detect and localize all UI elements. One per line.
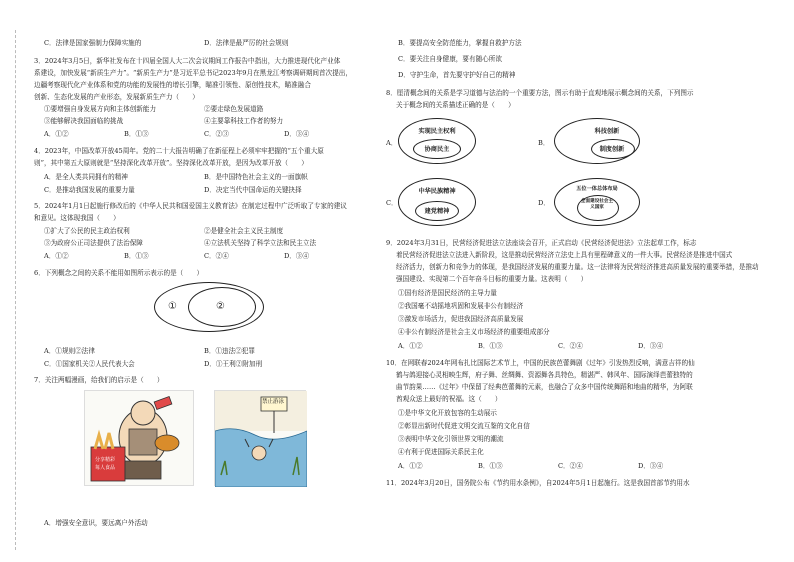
q9-line: 着民营经济促进法立法进入新阶段，这是推动民营经济立法史上具有里程碑意义的一件大事。民营经济是推进中国式 xyxy=(396,251,733,259)
q10-item: ④有利于促进国际关系民主化 xyxy=(398,448,484,456)
ellipse-label-1: ① xyxy=(168,301,177,312)
diagram-d-inner: 全面建设社会主义国家 xyxy=(580,199,614,210)
q5-item: ①扩大了公民的民主政治权利 xyxy=(44,227,130,235)
q5-item: ②是健全社会主义民主制度 xyxy=(204,227,284,235)
q4-option-b[interactable]: B．是中国特色社会主义的一面旗帜 xyxy=(204,173,308,181)
q9-item: ①国有经济是国民经济的主导力量 xyxy=(398,289,497,297)
q6-option-b[interactable]: B．①违法②犯罪 xyxy=(204,347,256,355)
q10-option-c[interactable]: C．②④ xyxy=(558,462,583,470)
cartoon-swimming-drawing xyxy=(215,391,307,487)
q9-option-d[interactable]: D．③④ xyxy=(638,342,664,350)
q9-line: 经济活力，创新力和竞争力的体现，是我国经济发展的重要力量。这一法律将为民营经济推进高质量发展的重要举措，是推动 xyxy=(396,263,759,271)
q3-line: 3．2024年3月5日，新华社发布在十四届全国人大二次会议期间工作报告中指出，大力推进现代化产业体 xyxy=(34,57,341,65)
q3-option-a[interactable]: A．①② xyxy=(44,130,69,138)
diagram-d-outer: 五位一体总体布局 xyxy=(576,186,618,192)
q7-option-a[interactable]: A．增强安全意识，要远离户外活动 xyxy=(44,519,148,527)
q8-option-c-label: C． xyxy=(386,199,398,207)
q5-item: ③为政府公正司法提供了法治保障 xyxy=(44,239,143,247)
cartoon-swimming xyxy=(214,390,306,486)
q5-item: ④立法机关坚持了科学立法和民主立法 xyxy=(204,239,317,247)
q4-option-d[interactable]: D．决定当代中国命运的关键抉择 xyxy=(204,186,302,194)
cartoon-overeating xyxy=(84,390,194,486)
diagram-c xyxy=(398,178,476,226)
q8-option-d-label: D． xyxy=(538,199,550,207)
q6-option-d[interactable]: D．①王利②附加刑 xyxy=(204,360,263,368)
diagram-b xyxy=(554,118,640,164)
q10-option-b[interactable]: B．①③ xyxy=(478,462,503,470)
q6-stem: 6．下列概念之间的关系不能用如图所示表示的是（ ） xyxy=(34,269,204,277)
binding-margin xyxy=(8,30,16,550)
q5-option-d[interactable]: D．③④ xyxy=(284,252,310,260)
q4-option-c[interactable]: C．是推动我国发展的重要力量 xyxy=(44,186,135,194)
q9-item: ④非公有制经济是社会主义市场经济的重要组成部分 xyxy=(398,328,550,336)
q8-option-b-label: B． xyxy=(538,139,550,147)
q10-option-a[interactable]: A．①② xyxy=(398,462,423,470)
q2-option-d: D．法律是最严厉的社会规则 xyxy=(204,39,289,47)
q10-line: 曲节韵果……《过年》中保留了经典芭蕾舞的元素，也融合了众多中国传统舞蹈和地曲的精华，为阿联 xyxy=(396,383,693,391)
q11-line: 11．2024年3月20日，国务院公布《节约用水条例》，自2024年5月1日起施行。这是我国首部节约用水 xyxy=(386,479,690,487)
q9-line: 强国建设、实现第二个百年奋斗目标的重要力量。这表明（ ） xyxy=(396,275,588,283)
diagram-a-inner: 协商民主 xyxy=(424,146,450,153)
q3-option-d[interactable]: D．③④ xyxy=(284,130,310,138)
cartoon1-tag: 分享精彩 xyxy=(95,457,116,463)
q5-line: 和意见。这体现我国（ ） xyxy=(34,214,120,222)
q5-line: 5．2024年1月1日起施行修改后的《中华人民共和国爱国主义教育法》在制定过程中广泛听取了专家的建议 xyxy=(34,202,347,210)
cartoon1-sign: 每人食品 xyxy=(95,465,116,471)
q7-stem: 7．关注两幅漫画，给我们的启示是（ ） xyxy=(34,376,164,384)
q3-item: ②要走绿色发展道路 xyxy=(204,105,264,113)
diagram-d xyxy=(554,178,640,226)
diagram-b-outer: 科技创新 xyxy=(594,128,620,135)
q6-option-c[interactable]: C．①国家机关②人民代表大会 xyxy=(44,360,135,368)
diagram-a-outer: 实现民主权利 xyxy=(418,128,456,135)
diagram-b-inner: 制度创新 xyxy=(599,146,625,153)
q10-line: 酋观众送上最好的祝福。这（ ） xyxy=(396,395,502,403)
q3-option-c[interactable]: C．②③ xyxy=(204,130,229,138)
q8-line: 关于概念间的关系描述正确的是（ ） xyxy=(396,101,515,109)
q10-line: 10．在网联春2024年网布扎比国际艺术节上，中国的民族芭蕾舞剧《过年》引发热烈反响，满意吉祥的仙 xyxy=(386,359,695,367)
q4-option-a[interactable]: A．是全人类共同拥有的精神 xyxy=(44,173,128,181)
q5-option-c[interactable]: C．②④ xyxy=(204,252,229,260)
diagram-a xyxy=(398,118,476,164)
q3-option-b[interactable]: B．①③ xyxy=(124,130,149,138)
q3-item: ①要增强自身发展方向和主体创新能力 xyxy=(44,105,157,113)
q3-line: 系建设，加快发展“新质生产力”。“新质生产力”是习近平总书记2023年9月在黑龙江考察调研期间首次提出， xyxy=(34,69,352,77)
q4-line: 4．2023年，中国改革开放45周年。党的二十大报告明确了在新征程上必须牢牢把握的“五个重大原 xyxy=(34,147,324,155)
q10-line: 鹤与鸽迎接心灵相映生辉，府子舞、丝绸舞、资源舞各具特色，精湛严、韩风年、国际演绎芭蕾独特的 xyxy=(396,371,693,379)
q9-item: ②我国毫不动摇地巩固和发展非公有制经济 xyxy=(398,302,524,310)
q9-item: ③激发市场活力，促进我国经济高质量发展 xyxy=(398,315,524,323)
q5-option-a[interactable]: A．①② xyxy=(44,252,69,260)
diagram-c-inner: 建党精神 xyxy=(424,208,450,215)
q9-option-b[interactable]: B．①③ xyxy=(478,342,503,350)
q4-line: 则”，其中第五大原则就是“坚持深化改革开放”。坚持深化改革开放，是因为改革开放（ ） xyxy=(34,159,308,167)
q7-option-b[interactable]: B．要提高安全防范能力，掌握自救护方法 xyxy=(398,39,522,47)
q3-item: ③能够解决我国面临的挑战 xyxy=(44,117,124,125)
ellipse-label-2: ② xyxy=(216,301,225,312)
q7-option-d[interactable]: D．守护生命，首先要守护好自己的精神 xyxy=(398,71,516,79)
q10-item: ③表明中华文化引领世界文明的潮流 xyxy=(398,435,504,443)
q8-option-a-label: A． xyxy=(386,139,398,147)
q6-option-a[interactable]: A．①规则②法律 xyxy=(44,347,95,355)
q3-line: 创新、生态化发展的产业形态，发展新质生产力（ ） xyxy=(34,93,199,101)
q3-line: 边疆考察现代化产业体系和党的功能的发展性的增长引擎，瞄准引领性、原创性技术，瞄准融合 xyxy=(34,81,311,89)
q9-option-a[interactable]: A．①② xyxy=(398,342,423,350)
diagram-c-outer: 中华民族精神 xyxy=(418,188,456,195)
q10-item: ②彰显出新时代促进文明交流互鉴的文化自信 xyxy=(398,422,530,430)
q9-option-c[interactable]: C．②④ xyxy=(558,342,583,350)
q7-option-c[interactable]: C．要关注自身健康，要有随心所欲 xyxy=(398,55,502,63)
q8-line: 8．厘清概念间的关系是学习道德与法治的一个重要方法，图示有助于直观地展示概念间的关系，下列图示 xyxy=(386,89,694,97)
q10-option-d[interactable]: D．③④ xyxy=(638,462,664,470)
cartoon2-sign: 禁止游泳 xyxy=(262,399,285,405)
q9-line: 9．2024年3月31日，民营经济促进法立法座谈会召开，正式启动《民营经济促进法》立法起草工作，标志 xyxy=(386,239,697,247)
q5-option-b[interactable]: B．①③ xyxy=(124,252,149,260)
q10-item: ①是中华文化开放包容的生动展示 xyxy=(398,409,497,417)
q2-option-c: C．法律是国家强制力保障实施的 xyxy=(44,39,142,47)
q3-item: ④主要靠科技工作者的努力 xyxy=(204,117,284,125)
